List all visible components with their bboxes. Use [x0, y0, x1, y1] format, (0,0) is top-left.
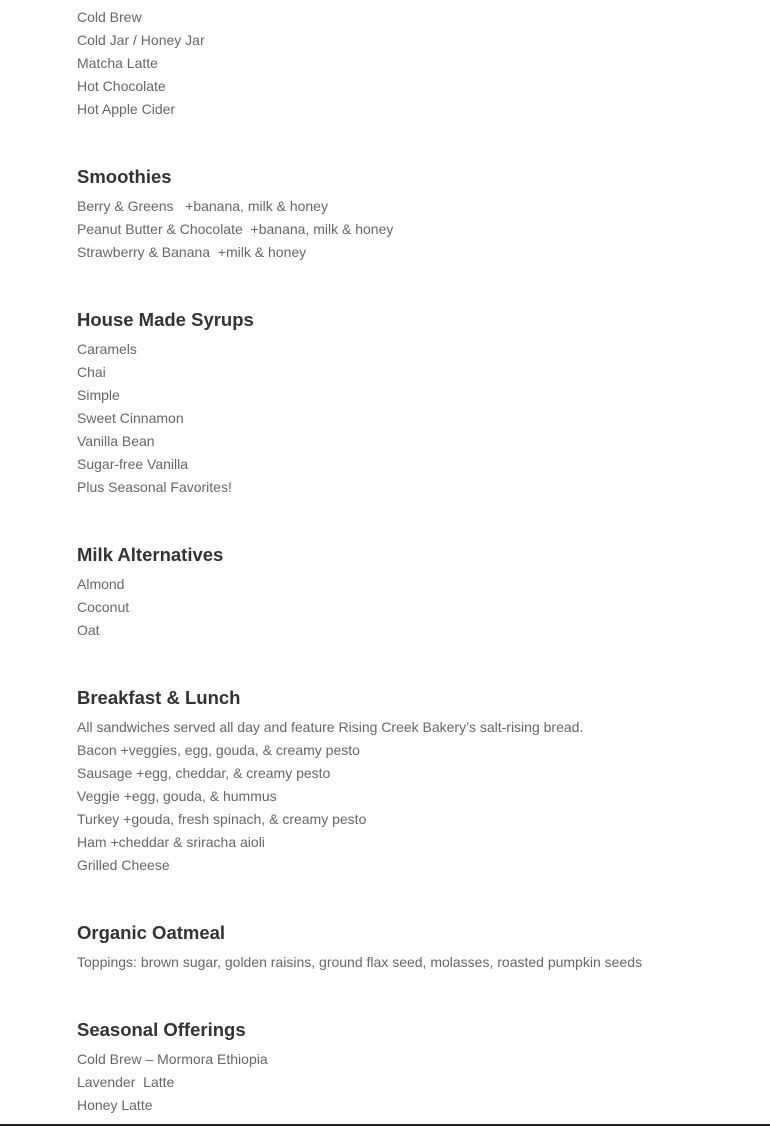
section-organic-oatmeal — [77, 921, 737, 974]
section-title: Smoothies — [77, 166, 172, 187]
list-item: Cold Jar / Honey Jar — [77, 32, 205, 48]
section-seasonal-offerings — [77, 1018, 737, 1117]
list-item: Sugar-free Vanilla — [77, 456, 189, 472]
section-title: Milk Alternatives — [77, 544, 224, 565]
list-item: Hot Chocolate — [77, 78, 166, 94]
list-item: Chai — [77, 364, 106, 380]
list-item: Lavender Latte — [77, 1074, 175, 1090]
list-item: Veggie +egg, gouda, & hummus — [77, 788, 277, 804]
list-item: Simple — [77, 387, 120, 403]
list-item: Almond — [77, 576, 125, 592]
list-item: Coconut — [77, 599, 130, 615]
list-item: Honey Latte — [77, 1097, 153, 1113]
list-item: Ham +cheddar & sriracha aioli — [77, 834, 265, 850]
section-breakfast-lunch — [77, 686, 737, 877]
list-item: Toppings: brown sugar, golden raisins, ground flax seed, molasses, roasted pumpkin seeds — [77, 954, 642, 970]
list-item: Cold Brew – Mormora Ethiopia — [77, 1051, 268, 1067]
list-item: Sweet Cinnamon — [77, 410, 184, 426]
list-item: Sausage +egg, cheddar, & creamy pesto — [77, 765, 331, 781]
list-item: Berry & Greens +banana, milk & honey — [77, 198, 328, 214]
list-item: Caramels — [77, 341, 137, 357]
section-title: Organic Oatmeal — [77, 922, 226, 943]
list-item: Bacon +veggies, egg, gouda, & creamy pesto — [77, 742, 360, 758]
section-title: Seasonal Offerings — [77, 1019, 246, 1040]
menu-content — [77, 6, 737, 1117]
list-item: Vanilla Bean — [77, 433, 155, 449]
section-title: Breakfast & Lunch — [77, 687, 241, 708]
list-item: Plus Seasonal Favorites! — [77, 479, 232, 495]
drinks-continued-list — [77, 6, 737, 121]
list-item: Oat — [77, 622, 100, 638]
list-item: Matcha Latte — [77, 55, 158, 71]
list-item: Turkey +gouda, fresh spinach, & creamy pesto — [77, 811, 367, 827]
list-item: Hot Apple Cider — [77, 101, 176, 117]
section-title: House Made Syrups — [77, 309, 254, 330]
section-house-made-syrups — [77, 308, 737, 499]
list-item: Strawberry & Banana +milk & honey — [77, 244, 307, 260]
list-item: Peanut Butter & Chocolate +banana, milk & honey — [77, 221, 394, 237]
list-item: All sandwiches served all day and feature Rising Creek Bakery’s salt-rising bread. — [77, 719, 584, 735]
list-item: Grilled Cheese — [77, 857, 170, 873]
section-milk-alternatives — [77, 543, 737, 642]
section-smoothies — [77, 165, 737, 264]
list-item: Cold Brew — [77, 9, 142, 25]
